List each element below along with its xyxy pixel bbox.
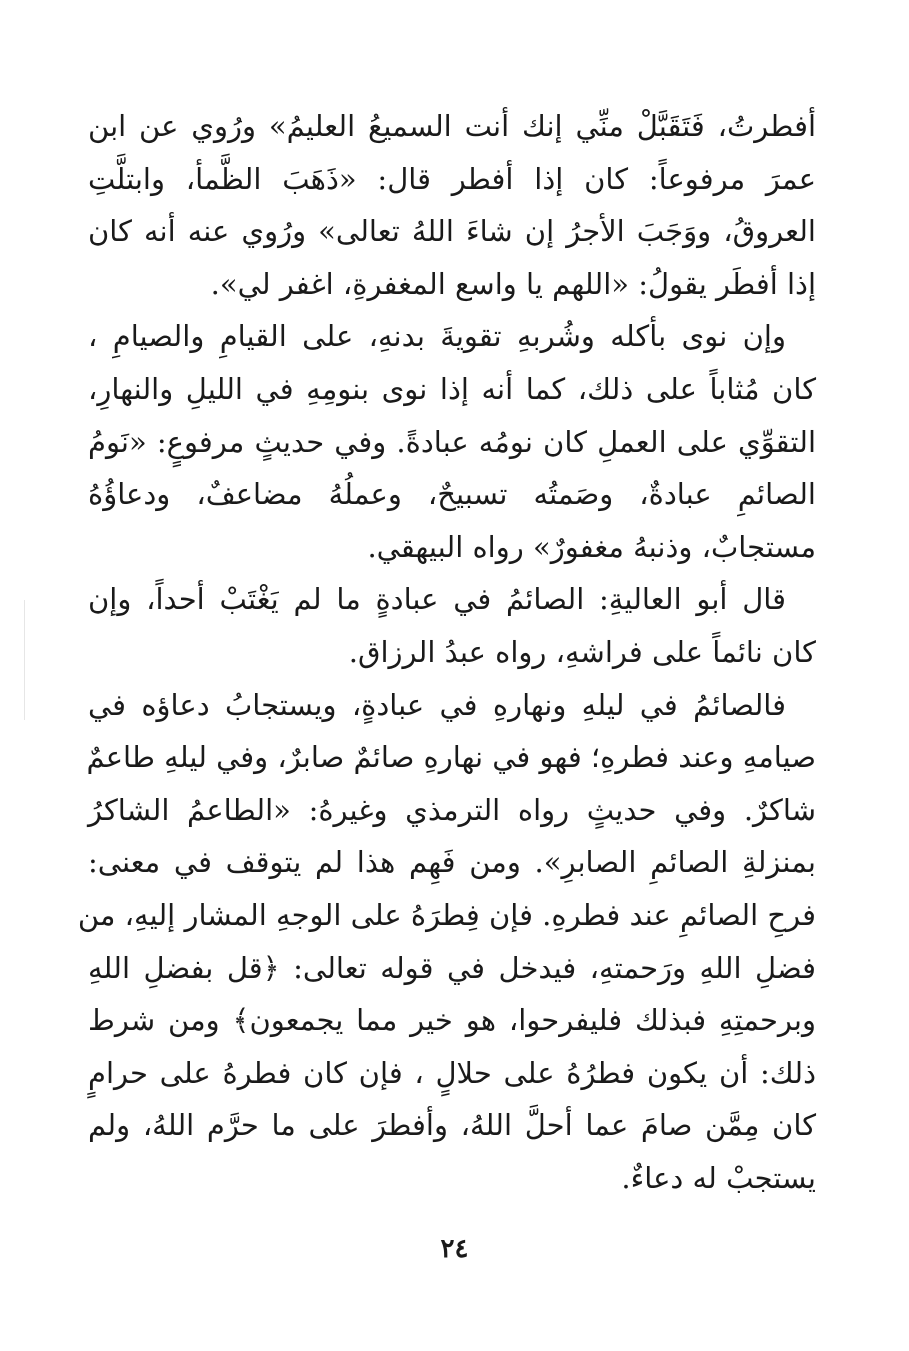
text-line: صيامهِ وعند فطرهِ؛ فهو في نهارهِ صائمٌ صابرٌ، وفي ليلهِ طاعمٌ	[86, 740, 816, 775]
text-line: الصائمِ عبادةٌ، وصَمتُه تسبيحٌ، وعملُهُ مضاعفٌ، ودعاؤُهُ	[88, 477, 816, 512]
text-line: كان مِمَّن صامَ عما أحلَّ اللهُ، وأفطرَ على ما حرَّم اللهُ، ولم	[88, 1108, 816, 1143]
text-line: مستجابٌ، وذنبهُ مغفورٌ» رواه البيهقي.	[367, 529, 816, 564]
paragraph-1	[88, 100, 816, 310]
page-body	[77, 100, 816, 1204]
text-line: شاكرٌ. وفي حديثٍ رواه الترمذي وغيرهُ: «الطاعمُ الشاكرُ	[88, 792, 816, 827]
text-line: ذلك: أن يكون فطرُهُ على حلالٍ ، فإن كان فطرهُ على حرامٍ	[88, 1055, 816, 1090]
text-line: فرحِ الصائمِ عند فطرهِ. فإن فِطرَهُ على الوجهِ المشار إليهِ، من	[77, 897, 816, 932]
scan-edge-mark	[24, 600, 25, 720]
text-line: التقوِّي على العملِ كان نومُه عبادةً. وفي حديثٍ مرفوعٍ: «نَومُ	[88, 424, 816, 459]
text-line: يستجبْ له دعاءٌ.	[621, 1160, 816, 1195]
text-line: أفطرتُ، فَتَقَبَّلْ منِّي إنك أنت السميعُ العليمُ» ورُوي عن ابن	[88, 109, 816, 143]
text-line: بمنزلةِ الصائمِ الصابرِ». ومن فَهِم هذا لم يتوقف في معنى:	[88, 845, 816, 880]
page-number: ٢٤	[440, 1234, 469, 1264]
text-line: فالصائمُ في ليلهِ ونهارهِ في عبادةٍ، ويستجابُ دعاؤه في	[88, 687, 786, 722]
text-line: عمرَ مرفوعاً: كان إذا أفطر قال: «ذَهَبَ الظَّمأ، وابتلَّتِ	[88, 161, 816, 196]
paragraph-3	[88, 573, 816, 678]
text-line: إذا أفطَر يقولُ: «اللهم يا واسع المغفرةِ، اغفر لي».	[210, 266, 816, 301]
text-line: وإن نوى بأكله وشُربهِ تقويةَ بدنهِ، على القيامِ والصيامِ ،	[88, 319, 786, 354]
text-line: وبرحمتِهِ فبذلك فليفرحوا، هو خير مما يجمعون﴾ ومن شرط	[88, 1003, 816, 1038]
text-line: فضلِ اللهِ ورَحمتهِ، فيدخل في قوله تعالى: ﴿قل بفضلِ اللهِ	[88, 950, 816, 985]
text-line: قال أبو العاليةِ: الصائمُ في عبادةٍ ما لم يَغْتَبْ أحداً، وإن	[88, 582, 786, 617]
paragraph-2	[88, 310, 816, 573]
text-line: العروقُ، ووَجَبَ الأجرُ إن شاءَ اللهُ تعالى» ورُوي عنه أنه كان	[88, 214, 816, 249]
text-line: كان نائماً على فراشهِ، رواه عبدُ الرزاق.	[348, 634, 816, 669]
paragraph-4	[77, 679, 816, 1205]
text-line: كان مُثاباً على ذلك، كما أنه إذا نوى بنومِهِ في الليلِ والنهارِ،	[88, 371, 816, 406]
